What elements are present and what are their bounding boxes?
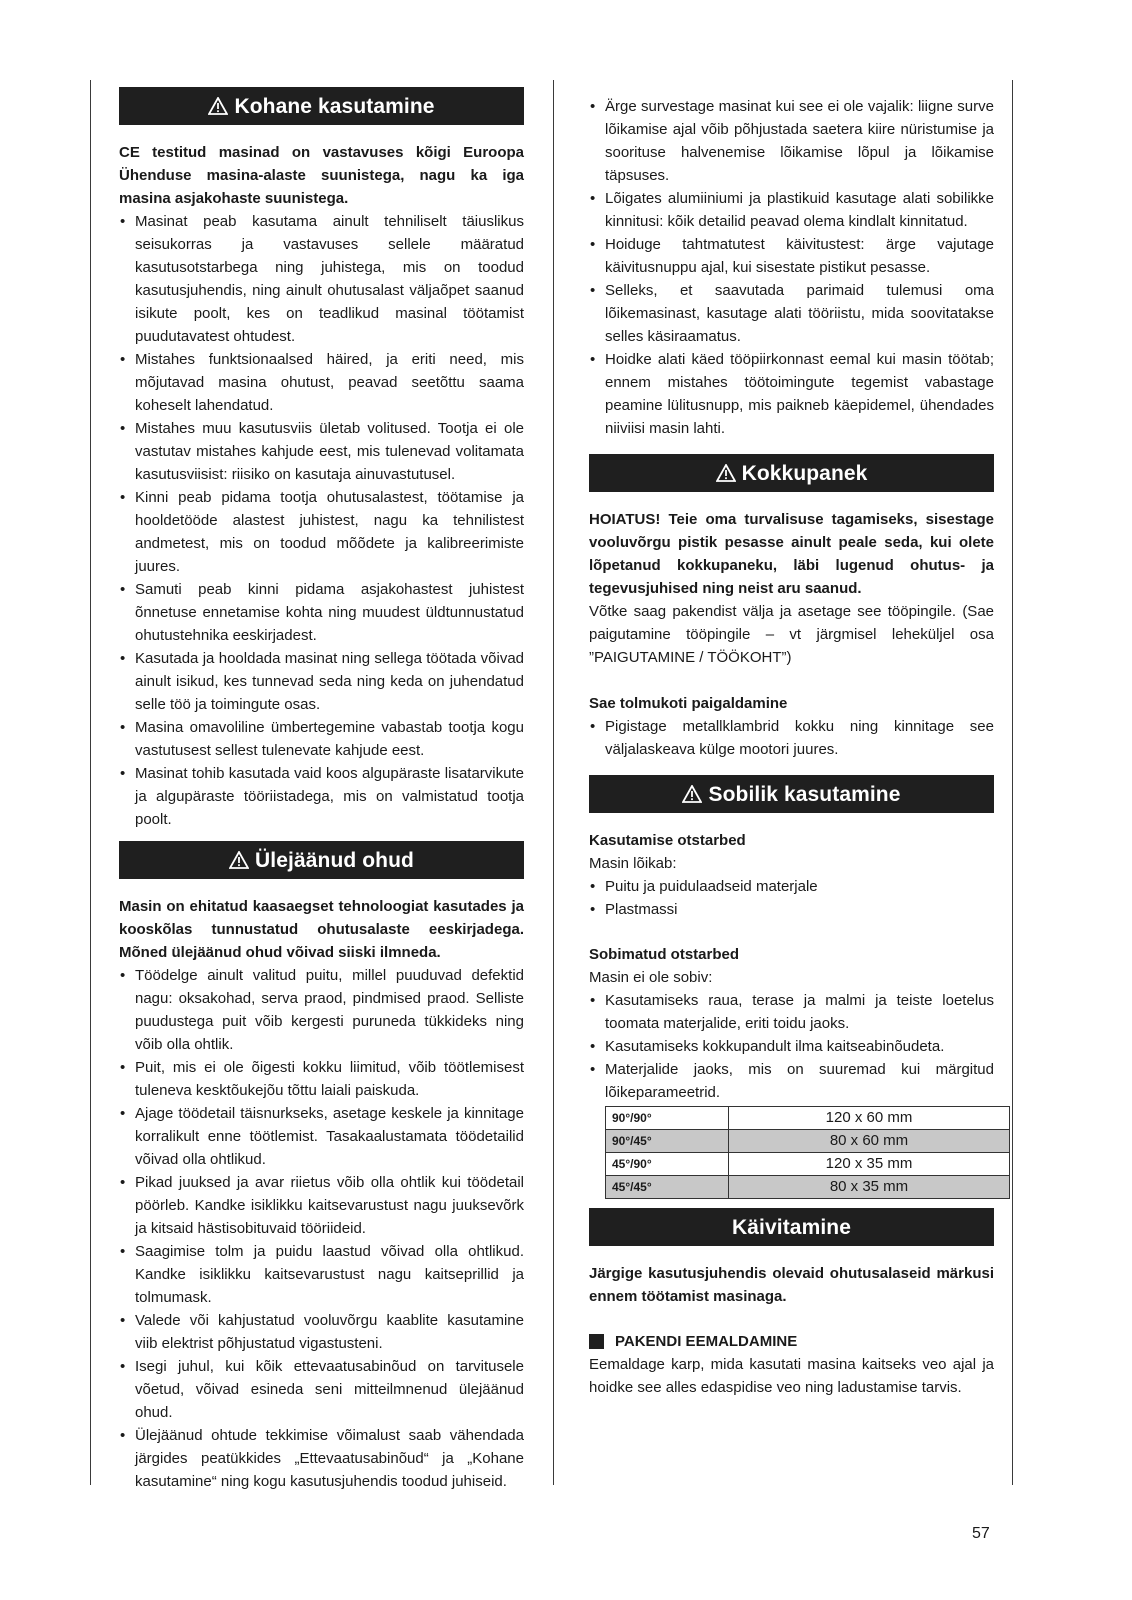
section-title: Käivitamine: [732, 1215, 851, 1239]
list-item: • Isegi juhul, kui kõik ettevaatusabinõud on tarvitusele võetud, võivad esineda seni mitteilmnenud ülejäänud ohud.: [119, 1355, 524, 1424]
bullet-list-continued: [589, 95, 994, 440]
size-cell: 120 x 60 mm: [729, 1107, 1010, 1130]
column-divider-rule: [553, 80, 554, 1485]
assembly-body: Võtke saag pakendist välja ja asetage see tööpingile. (Sae paigutamine tööpingile – vt järgmisel leheküljel osa ”PAIGUTAMINE / TÖÖKOHT”): [589, 603, 994, 666]
subheading-unsuitable-uses: Sobimatud otstarbed: [589, 946, 740, 963]
subheading-unpacking: [589, 1330, 994, 1353]
list-item: • Masinat tohib kasutada vaid koos algupäraste lisatarvikute ja algupäraste tööriistadega, mis on valmistatud tootja poolt.: [119, 762, 524, 831]
size-cell: 120 x 35 mm: [729, 1153, 1010, 1176]
subheading-text: PAKENDI EEMALDAMINE: [615, 1333, 798, 1350]
list-item: • Hoiduge tahtmatutest käivitustest: ärge vajutage käivitusnuppu ajal, kui sisestate pistikut pesasse.: [589, 233, 994, 279]
list-item: • Töödelge ainult valitud puitu, millel puuduvad defektid nagu: oksakohad, serva praod, pindmised praod. Selliste puudustega puit võib kergesti puruneda tükkideks ning võib olla ohtlik.: [119, 964, 524, 1056]
right-margin-rule: [1012, 80, 1013, 1485]
section-title: Kokkupanek: [741, 461, 868, 485]
table-row: [606, 1153, 1010, 1176]
table-row: [606, 1107, 1010, 1130]
table-row: [606, 1130, 1010, 1153]
warning-triangle-icon: [682, 785, 702, 803]
right-column: [589, 95, 994, 1399]
list-item: • Mistahes muu kasutusviis ületab volitused. Tootja ei ole vastutav mistahes kahjude eest, mis tulenevad volitamata kasutusviisist: riisiko on kasutaja ainuvastutusel.: [119, 417, 524, 486]
section-intro: Masin on ehitatud kaasaegset tehnoloogiat kasutades ja kooskõlas tunnustatud ohutusalaste eeskirjadega. Mõned ülejäänud ohud võivad siiski ilmneda.: [119, 898, 524, 961]
angle-cell: 45°/45°: [606, 1176, 729, 1199]
cutting-capacity-table: [605, 1106, 1010, 1199]
list-item: • Pigistage metallklambrid kokku ning kinnitage see väljalaskeava külge mootori juures.: [589, 715, 994, 761]
section-heading-kokkupanek: [589, 454, 994, 492]
bullet-list: [119, 964, 524, 1493]
warning-triangle-icon: [229, 851, 249, 869]
list-item: • Ülejäänud ohtude tekkimise võimalust saab vähendada järgides peatükkides „Ettevaatusabinõud“ ja „Kohane kasutamine“ ning kogu kasutusjuhendis toodud juhiseid.: [119, 1424, 524, 1493]
list-item: • Hoidke alati käed tööpiirkonnast eemal kui masin töötab; ennem mistahes töötoimingute tegemist vabastage peamine lülitusnupp, mis paikneb käepidemel, ühendades niiviisi masin lahti.: [589, 348, 994, 440]
intended-uses-lead: Masin lõikab:: [589, 855, 677, 872]
left-column: [119, 87, 524, 1493]
section-intro: CE testitud masinad on vastavuses kõigi Euroopa Ühenduse masina-alaste suunistega, nagu ka iga masina asjakohaste suunistega.: [119, 144, 524, 207]
unpacking-body: Eemaldage karp, mida kasutati masina kaitseks veo ajal ja hoidke see alles edaspidise veo ning ladustamise tarvis.: [589, 1356, 994, 1396]
list-item: • Mistahes funktsionaalsed häired, ja eriti need, mis mõjutavad masina ohutust, peavad seetõttu saama koheselt lahendatud.: [119, 348, 524, 417]
list-item: • Samuti peab kinni pidama asjakohastest juhistest õnnetuse ennetamise kohta ning muudest üldtunnustatud ohutustehnika eeskirjadest.: [119, 578, 524, 647]
subheading-intended-uses: Kasutamise otstarbed: [589, 832, 746, 849]
list-item: • Kasutamiseks raua, terase ja malmi ja teiste loetelus toomata materjalide, eriti toidu jaoks.: [589, 989, 994, 1035]
list-item: • Materjalide jaoks, mis on suuremad kui märgitud lõikeparameetrid.: [589, 1058, 994, 1104]
section-title: Ülejäänud ohud: [255, 848, 414, 872]
left-margin-rule: [90, 80, 91, 1485]
list-item: • Ajage töödetail täisnurkseks, asetage keskele ja kinnitage korralikult enne töötlemist. Tasakaalustamata töödetailid võivad olla ohtlikud.: [119, 1102, 524, 1171]
size-cell: 80 x 35 mm: [729, 1176, 1010, 1199]
table-row: [606, 1176, 1010, 1199]
list-item: • Puitu ja puidulaadseid materjale: [589, 875, 994, 898]
section-intro: Järgige kasutusjuhendis olevaid ohutusalaseid märkusi ennem töötamist masinaga.: [589, 1265, 994, 1305]
list-item: • Puit, mis ei ole õigesti kokku liimitud, võib töötlemisest tuleneva kesktõukejõu tõttu laiali paiskuda.: [119, 1056, 524, 1102]
section-heading-ulejaanud-ohud: [119, 841, 524, 879]
section-title: Kohane kasutamine: [234, 94, 435, 118]
list-item: • Saagimise tolm ja puidu laastud võivad olla ohtlikud. Kandke isiklikku kaitsevarustust nagu kaitseprillid ja tolmumask.: [119, 1240, 524, 1309]
bullet-list: [589, 715, 994, 761]
list-item: • Kinni peab pidama tootja ohutusalastest, töötamise ja hooldetööde alastest juhistest, nagu ka tehnilistest andmetest, mis on toodud mõõdete ja kalibreerimiste juures.: [119, 486, 524, 578]
list-item: • Valede või kahjustatud vooluvõrgu kaablite kasutamine viib elektrist põhjustatud vigastusteni.: [119, 1309, 524, 1355]
section-heading-sobilik-kasutamine: [589, 775, 994, 813]
subheading-dust-bag: Sae tolmukoti paigaldamine: [589, 695, 788, 712]
warning-text: HOIATUS! Teie oma turvalisuse tagamiseks, sisestage vooluvõrgu pistik pesasse ainult peale seda, kui olete lõpetanud kokkupaneku, läbi lugenud ohutus- ja tegevusjuhised ning neist aru saanud.: [589, 511, 994, 597]
list-item: • Plastmassi: [589, 898, 994, 921]
angle-cell: 90°/45°: [606, 1130, 729, 1153]
list-item: • Selleks, et saavutada parimaid tulemusi oma lõikemasinast, kasutage alati tööriistu, mida soovitatakse selles käsiraamatus.: [589, 279, 994, 348]
list-item: • Kasutada ja hooldada masinat ning sellega töötada võivad ainult isikud, kes tunnevad seda ning keda on juhendatud selle töö ja toimingute osas.: [119, 647, 524, 716]
angle-cell: 45°/90°: [606, 1153, 729, 1176]
page-number: 57: [972, 1525, 990, 1542]
size-cell: 80 x 60 mm: [729, 1130, 1010, 1153]
list-item: • Lõigates alumiiniumi ja plastikuid kasutage alati sobilikke kinnitusi: kõik detailid peavad olema kindlalt kinnitatud.: [589, 187, 994, 233]
list-item: • Masina omavoliline ümbertegemine vabastab tootja kogu vastutusest sellest tulenevate kahjude eest.: [119, 716, 524, 762]
bullet-list: [119, 210, 524, 831]
warning-triangle-icon: [208, 97, 228, 115]
unsuitable-uses-lead: Masin ei ole sobiv:: [589, 969, 713, 986]
section-title: Sobilik kasutamine: [708, 782, 901, 806]
bullet-list: [589, 989, 994, 1104]
list-item: • Pikad juuksed ja avar riietus võib olla ohtlik kui töödetail pöörleb. Kandke isiklikku kaitsevarustust nagu juuksevõrk ja kitsaid hästisobituvaid tööriideid.: [119, 1171, 524, 1240]
list-item: • Kasutamiseks kokkupandult ilma kaitseabinõudeta.: [589, 1035, 994, 1058]
list-item: • Masinat peab kasutama ainult tehniliselt täiuslikus seisukorras ja vastavuses sellele määratud kasutusotstarbega ning juhistega, mis on toodud kasutusjuhendis, ning ainult ohutusalast väljaõpet saanud isikute poolt, kes on teadlikud masinal töötamist puudutavatest ohtudest.: [119, 210, 524, 348]
angle-cell: 90°/90°: [606, 1107, 729, 1130]
warning-triangle-icon: [716, 464, 736, 482]
section-heading-kohane-kasutamine: [119, 87, 524, 125]
square-bullet-icon: [589, 1334, 604, 1349]
bullet-list: [589, 875, 994, 921]
list-item: • Ärge survestage masinat kui see ei ole vajalik: liigne surve lõikamise ajal võib põhjustada saetera kiire nüristumise ja soorituse halvenemise lõikamise lõpul ja lõikamise täpsuses.: [589, 95, 994, 187]
section-heading-kaivitamine: [589, 1208, 994, 1246]
